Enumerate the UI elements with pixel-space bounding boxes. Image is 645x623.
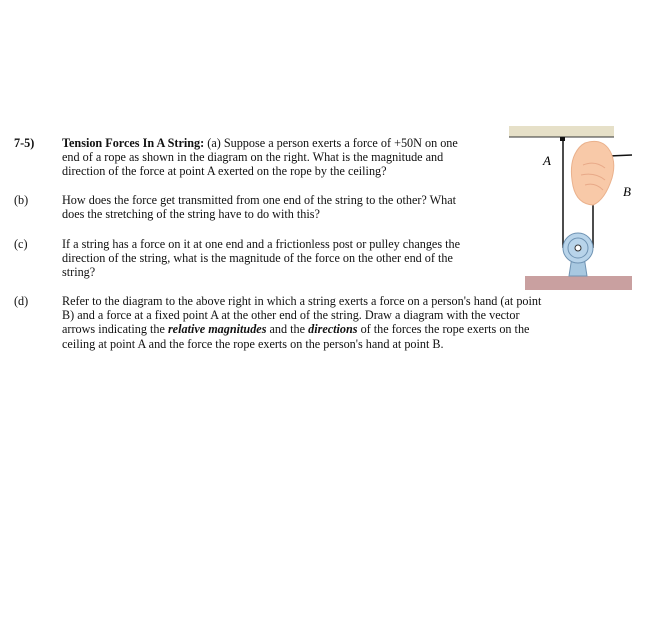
emphasis: directions	[308, 322, 358, 337]
text-span: of the forces the rope exerts on the	[357, 322, 530, 337]
part-b-label: (b)	[14, 193, 29, 207]
hand-icon	[571, 141, 613, 205]
text-line: ceiling at point A and the force the rope exerts on the person's hand at point B.	[62, 336, 444, 351]
text-line	[62, 322, 541, 336]
text-line: Refer to the diagram to the above right in which a string exerts a force on a person's hand (at point	[62, 294, 542, 308]
text-line: direction of the force at point A exerted on the rope by the ceiling?	[62, 164, 387, 179]
text-line: does the stretching of the string have to do with this?	[62, 207, 320, 222]
problem-title: Tension Forces In A String:	[62, 136, 205, 150]
part-c-label: (c)	[14, 237, 28, 251]
text-line: If a string has a force on it at one end and a frictionless post or pulley changes the	[62, 237, 460, 251]
floor	[525, 276, 632, 290]
text-line: How does the force get transmitted from one end of the string to the other? What	[62, 193, 457, 207]
part-d-label: (d)	[14, 294, 29, 308]
emphasis: relative magnitudes	[167, 322, 267, 337]
label-a: A	[543, 153, 551, 168]
text-line: string?	[62, 265, 96, 280]
rope-pulley-diagram	[505, 120, 640, 295]
text-line: direction of the string, what is the magnitude of the force on the other end of the	[62, 251, 453, 266]
text-line: B) and a force at a fixed point A at the other end of the string. Draw a diagram with the vector	[62, 308, 520, 323]
label-b: B	[623, 184, 631, 199]
ceiling	[509, 126, 614, 137]
text-span: arrows indicating the	[62, 322, 168, 337]
problem-number: 7-5)	[14, 136, 35, 150]
part-c	[62, 237, 460, 280]
text-span: and the	[266, 322, 309, 337]
part-a	[62, 136, 458, 179]
text-line: end of a rope as shown in the diagram on the right. What is the magnitude and	[62, 150, 444, 165]
part-d	[62, 294, 541, 351]
text-line: (a) Suppose a person exerts a force of +50N on one	[204, 136, 458, 150]
part-b	[62, 193, 456, 221]
